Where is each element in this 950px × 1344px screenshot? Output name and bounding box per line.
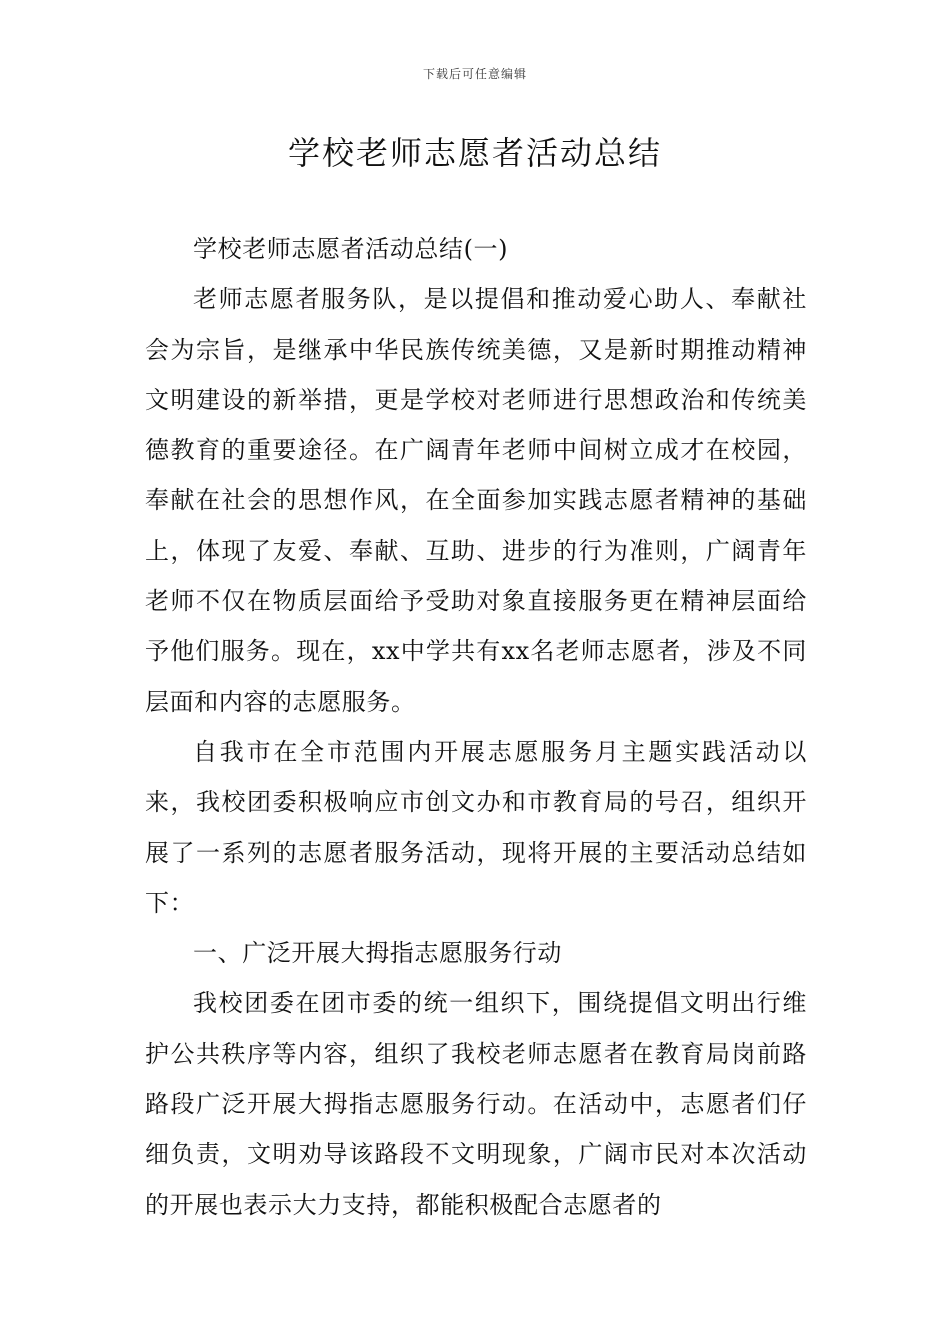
paragraph-thumbs-up-action: 我校团委在团市委的统一组织下，围绕提倡文明出行维护公共秩序等内容，组织了我校老师志愿者在教育局岗前路路段广泛开展大拇指志愿服务行动。在活动中，志愿者们仔细负责，文明劝导该路段不文明现象，广阔市民对本次活动的开展也表示大力支持，都能积极配合志愿者的 [145,989,807,1219]
paragraph-overview: 自我市在全市范围内开展志愿服务月主题实践活动以来，我校团委积极响应市创文办和市教育局的号召，组织开展了一系列的志愿者服务活动，现将开展的主要活动总结如下： [145,737,807,917]
section-heading-1: 学校老师志愿者活动总结(一) [193,235,509,263]
section-heading-2: 一、广泛开展大拇指志愿服务行动 [193,939,562,968]
document-title: 学校老师志愿者活动总结 [287,134,662,172]
paragraph-intro: 老师志愿者服务队，是以提倡和推动爱心助人、奉献社会为宗旨，是继承中华民族传统美德，又是新时期推动精神文明建设的新举措，更是学校对老师进行思想政治和传统美德教育的重要途径。在广阔青年老师中间树立成才在校园，奉献在社会的思想作风，在全面参加实践志愿者精神的基础上，体现了友爱、奉献、互助、进步的行为准则，广阔青年老师不仅在物质层面给予受助对象直接服务更在精神层面给予他们服务。现在，xx中学共有xx名老师志愿者，涉及不同层面和内容的志愿服务。 [145,285,807,716]
document-body [145,224,807,1230]
page-header-note: 下载后可任意编辑 [422,67,527,81]
